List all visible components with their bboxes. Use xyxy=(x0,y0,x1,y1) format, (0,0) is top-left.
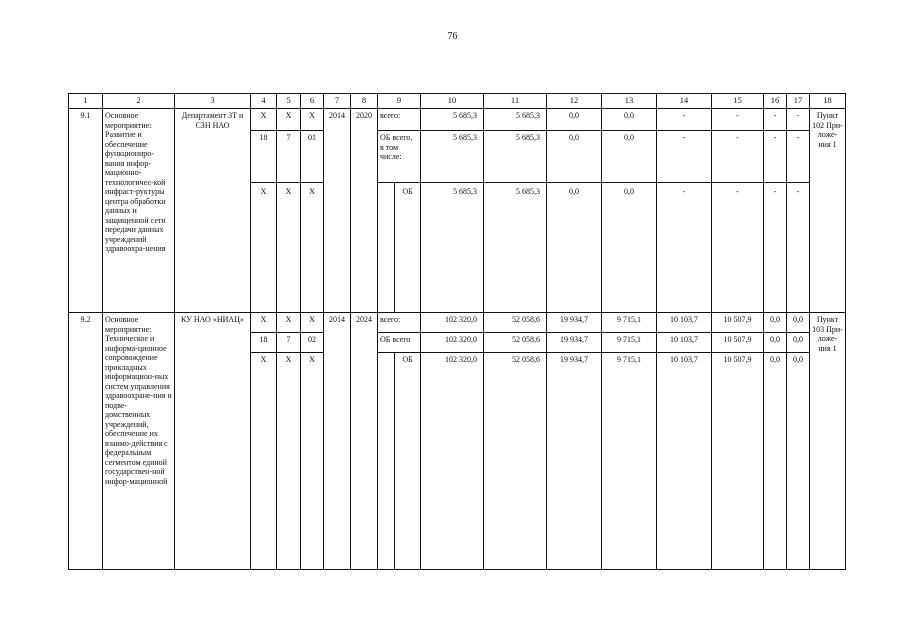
code-cell: 7 xyxy=(277,131,301,183)
header-cell: 3 xyxy=(175,94,251,109)
header-cell: 12 xyxy=(547,94,602,109)
table-row xyxy=(69,109,846,131)
value-cell: - xyxy=(712,183,764,313)
value-cell: 5 685,3 xyxy=(484,131,547,183)
code-cell: 01 xyxy=(301,131,324,183)
value-cell: 5 685,3 xyxy=(484,183,547,313)
header-cell: 17 xyxy=(787,94,810,109)
value-cell: 9 715,1 xyxy=(602,313,657,333)
value-cell: 52 058,6 xyxy=(484,353,547,570)
program-table xyxy=(68,93,846,570)
value-cell: 9 715,1 xyxy=(602,353,657,570)
code-cell: Х xyxy=(277,183,301,313)
row-number: 9.2 xyxy=(69,313,103,570)
executor: Департамент ЗТ и СЗН НАО xyxy=(175,109,251,313)
source-indent xyxy=(378,353,395,570)
value-cell: - xyxy=(657,183,712,313)
funding-source: ОБ xyxy=(395,183,421,313)
value-cell: - xyxy=(764,131,787,183)
code-cell: Х xyxy=(251,109,277,131)
value-cell: 52 058,6 xyxy=(484,313,547,333)
year-from: 2014 xyxy=(324,109,351,313)
header-cell: 11 xyxy=(484,94,547,109)
value-cell: 52 058,6 xyxy=(484,333,547,353)
row-number: 9.1 xyxy=(69,109,103,313)
code-cell: Х xyxy=(251,353,277,570)
header-cell: 4 xyxy=(251,94,277,109)
value-cell: 5 685,3 xyxy=(421,183,484,313)
value-cell: - xyxy=(764,183,787,313)
page-number: 76 xyxy=(447,31,458,42)
value-cell: - xyxy=(657,109,712,131)
code-cell: Х xyxy=(277,353,301,570)
value-cell: 102 320,0 xyxy=(421,333,484,353)
code-cell: Х xyxy=(301,109,324,131)
code-cell: Х xyxy=(277,109,301,131)
funding-source: всего: xyxy=(378,313,421,333)
header-cell: 9 xyxy=(378,94,421,109)
value-cell: 10 103,7 xyxy=(657,333,712,353)
header-cell: 2 xyxy=(103,94,175,109)
executor: КУ НАО «НИАЦ» xyxy=(175,313,251,570)
header-cell: 8 xyxy=(351,94,378,109)
header-cell: 6 xyxy=(301,94,324,109)
value-cell: - xyxy=(764,109,787,131)
value-cell: 0,0 xyxy=(787,313,810,333)
value-cell: 0,0 xyxy=(547,109,602,131)
value-cell: 0,0 xyxy=(787,353,810,570)
value-cell: 0,0 xyxy=(602,183,657,313)
value-cell: - xyxy=(787,131,810,183)
header-cell: 15 xyxy=(712,94,764,109)
value-cell: 0,0 xyxy=(764,313,787,333)
year-to: 2024 xyxy=(351,313,378,570)
value-cell: 19 934,7 xyxy=(547,333,602,353)
value-cell: 0,0 xyxy=(547,183,602,313)
value-cell: 10 507,9 xyxy=(712,353,764,570)
value-cell: 19 934,7 xyxy=(547,313,602,333)
value-cell: 102 320,0 xyxy=(421,353,484,570)
value-cell: 19 934,7 xyxy=(547,353,602,570)
header-cell: 5 xyxy=(277,94,301,109)
header-cell: 14 xyxy=(657,94,712,109)
note-cell: Пункт 102 При-ложе-ния 1 xyxy=(810,109,846,313)
header-cell: 1 xyxy=(69,94,103,109)
header-cell: 7 xyxy=(324,94,351,109)
header-cell: 13 xyxy=(602,94,657,109)
activity-name: Основное мероприятие: Развитие и обеспечение функциониро-вания инфор-мационно-технологичес-кой инфраст-руктуры центра обработки данных и защищенной сети передачи данных учреждений здравоохра-нения xyxy=(103,109,175,313)
header-cell: 18 xyxy=(810,94,846,109)
value-cell: 102 320,0 xyxy=(421,313,484,333)
value-cell: 5 685,3 xyxy=(484,109,547,131)
code-cell: 18 xyxy=(251,333,277,353)
code-cell: 02 xyxy=(301,333,324,353)
note-cell: Пункт 103 При-ложе-ния 1 xyxy=(810,313,846,570)
code-cell: 18 xyxy=(251,131,277,183)
funding-source: ОБ xyxy=(395,353,421,570)
value-cell: - xyxy=(712,131,764,183)
table-row xyxy=(69,313,846,333)
funding-source: ОБ всего, в том числе: xyxy=(378,131,421,183)
code-cell: Х xyxy=(301,353,324,570)
value-cell: - xyxy=(657,131,712,183)
funding-source: ОБ всего xyxy=(378,333,421,353)
value-cell: 0,0 xyxy=(547,131,602,183)
code-cell: Х xyxy=(277,313,301,333)
code-cell: Х xyxy=(251,313,277,333)
header-cell: 10 xyxy=(421,94,484,109)
code-cell: Х xyxy=(251,183,277,313)
value-cell: 0,0 xyxy=(764,353,787,570)
value-cell: 0,0 xyxy=(602,109,657,131)
year-to: 2020 xyxy=(351,109,378,313)
value-cell: - xyxy=(787,109,810,131)
value-cell: 5 685,3 xyxy=(421,109,484,131)
funding-source: всего: xyxy=(378,109,421,131)
source-indent xyxy=(378,183,395,313)
year-from: 2014 xyxy=(324,313,351,570)
value-cell: 5 685,3 xyxy=(421,131,484,183)
value-cell: - xyxy=(787,183,810,313)
value-cell: 10 103,7 xyxy=(657,353,712,570)
value-cell: 0,0 xyxy=(787,333,810,353)
value-cell: 10 507,9 xyxy=(712,333,764,353)
activity-name: Основное мероприятие: Техническое и информа-ционное сопровождение прикладных информацион-ных систем управления здравоохране-ния и подве-домственных учреждений, обеспечение их взаимо-действия с федеральным сегментом единой государствен-ной инфор-мационной xyxy=(103,313,175,570)
value-cell: 10 103,7 xyxy=(657,313,712,333)
value-cell: 9 715,1 xyxy=(602,333,657,353)
value-cell: - xyxy=(712,109,764,131)
header-row xyxy=(69,94,846,109)
value-cell: 0,0 xyxy=(764,333,787,353)
value-cell: 10 507,9 xyxy=(712,313,764,333)
header-cell: 16 xyxy=(764,94,787,109)
value-cell: 0,0 xyxy=(602,131,657,183)
code-cell: 7 xyxy=(277,333,301,353)
code-cell: Х xyxy=(301,313,324,333)
code-cell: Х xyxy=(301,183,324,313)
